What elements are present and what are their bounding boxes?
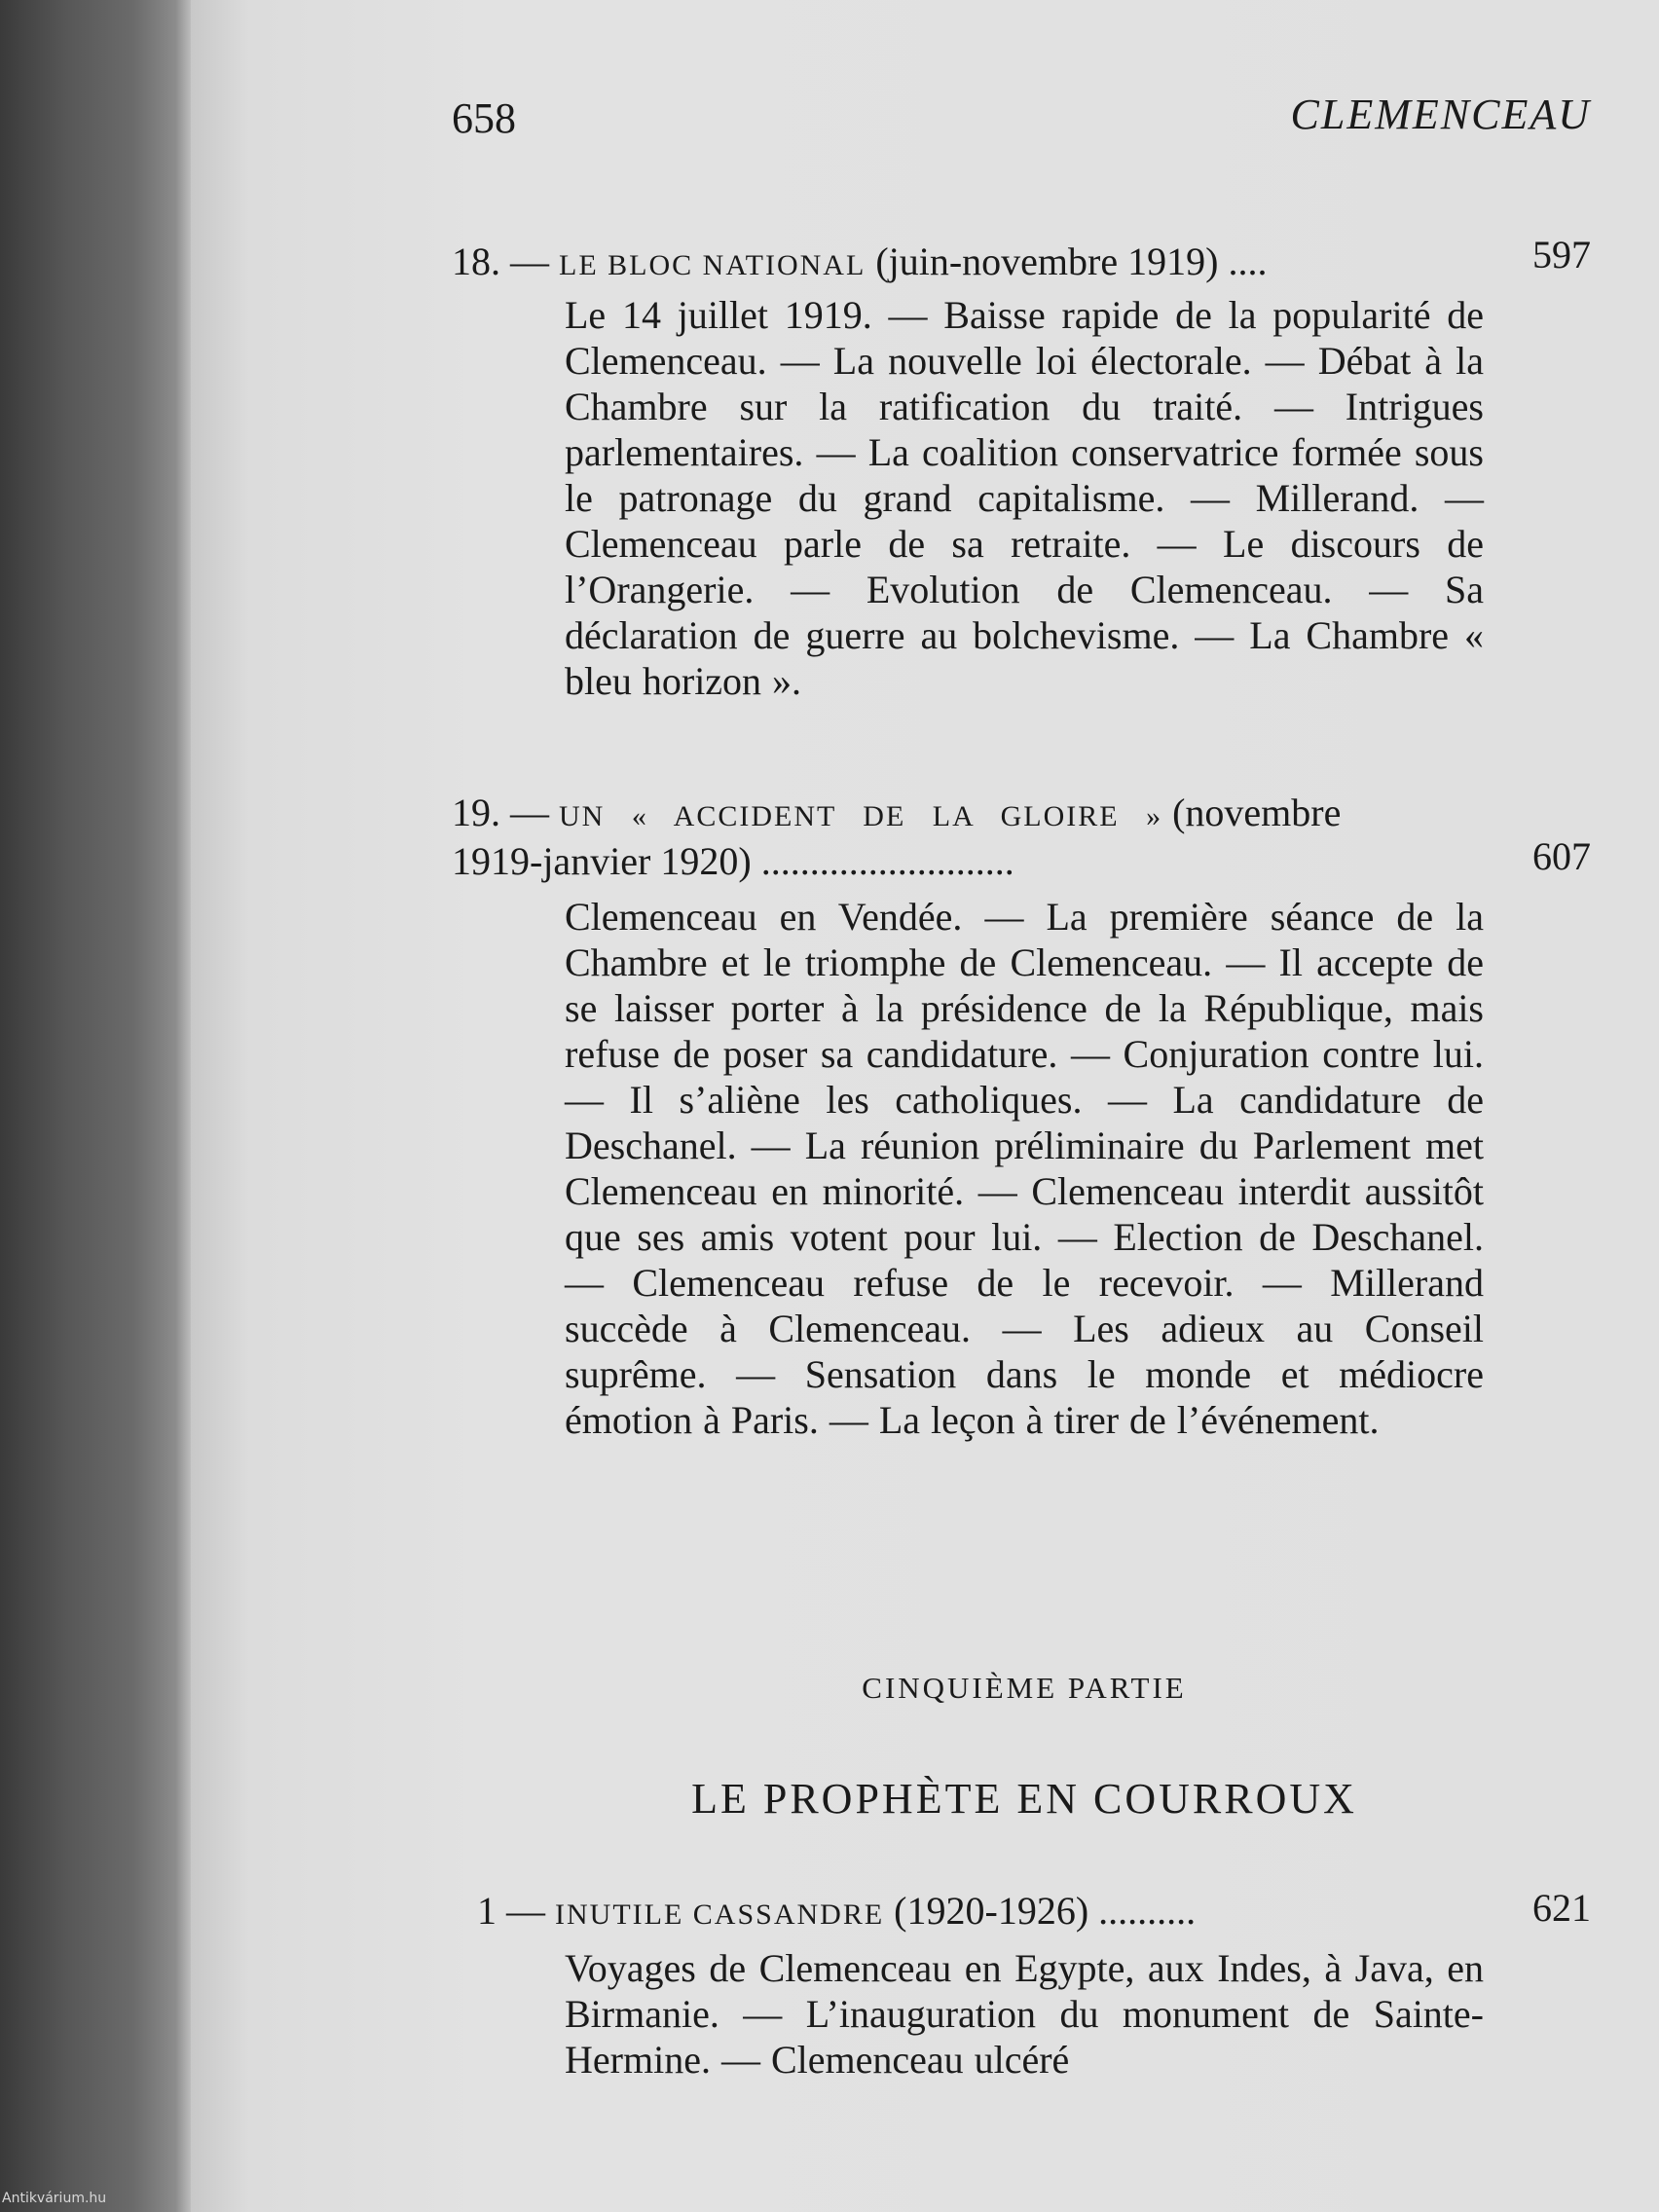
dot-leader: .......... [1098,1889,1197,1933]
entry-number: 1 — [477,1889,545,1933]
toc-entry-18-heading [452,240,1595,288]
entry-summary: Clemenceau en Vendée. — La première séance de la Chambre et le triomphe de Clemenceau. — Il accepte de se laisser porter à la présidence de la République, mais refuse de poser sa candidature. — Conjuration contre lui. — Il s’aliène les catholiques. — La candidature de Deschanel. — La réunion préliminaire du Parlement met Clemenceau en minorité. — Clemenceau interdit aussitôt que ses amis votent pour lui. — Election de Deschanel. — Clemenceau refuse de le recevoir. — Millerand succède à Clemenceau. — Les adieux au Conseil suprême. — Sensation dans le monde et médiocre émotion à Paris. — La leçon à tirer de l’événement. [565,895,1484,1442]
entry-summary: Le 14 juillet 1919. — Baisse rapide de la popularité de Clemenceau. — La nouvelle loi électorale. — Débat à la Chambre sur la ratification du traité. — Intrigues parlementaires. — La coalition conservatrice formée sous le patronage du grand capitalisme. — Millerand. — Clemenceau parle de sa retraite. — Le discours de l’Orangerie. — Evolution de Clemenceau. — Sa déclaration de guerre au bolchevisme. — La Chambre « bleu horizon ». [565,293,1484,703]
entry-dates-continued: 1919-janvier 1920) [452,839,752,883]
toc-entry-19-heading [452,791,1595,884]
toc-entry-1-heading [477,1889,1476,1937]
entry-dates: (juin-novembre 1919) [875,240,1219,283]
entry-dates: (novembre [1172,791,1342,834]
page-number: 658 [452,94,516,142]
part-title: LE PROPHÈTE EN COURROUX [691,1775,1357,1823]
dot-leader: .......................... [760,839,1014,883]
dot-leader: .... [1228,240,1268,283]
watermark: Antikvárium.hu [2,2191,107,2206]
entry-title: UN « ACCIDENT DE LA GLOIRE » [559,800,1163,832]
entry-summary: Voyages de Clemenceau en Egypte, aux Indes, à Java, en Birmanie. — L’inauguration du monument de Sainte-Hermine. — Clemenceau ulcéré [565,1946,1484,2082]
entry-title: LE BLOC NATIONAL [559,249,866,281]
part-label: CINQUIÈME PARTIE [862,1671,1187,1705]
book-gutter-shadow [0,0,191,2212]
entry-title: INUTILE CASSANDRE [555,1899,885,1931]
entry-page-number: 597 [1532,233,1591,276]
entry-number: 19. — [452,791,549,834]
entry-number: 18. — [452,240,549,283]
entry-dates: (1920-1926) [894,1889,1089,1933]
running-title: CLEMENCEAU [1290,91,1591,138]
entry-page-number: 607 [1532,834,1591,878]
entry-page-number: 621 [1532,1886,1591,1930]
